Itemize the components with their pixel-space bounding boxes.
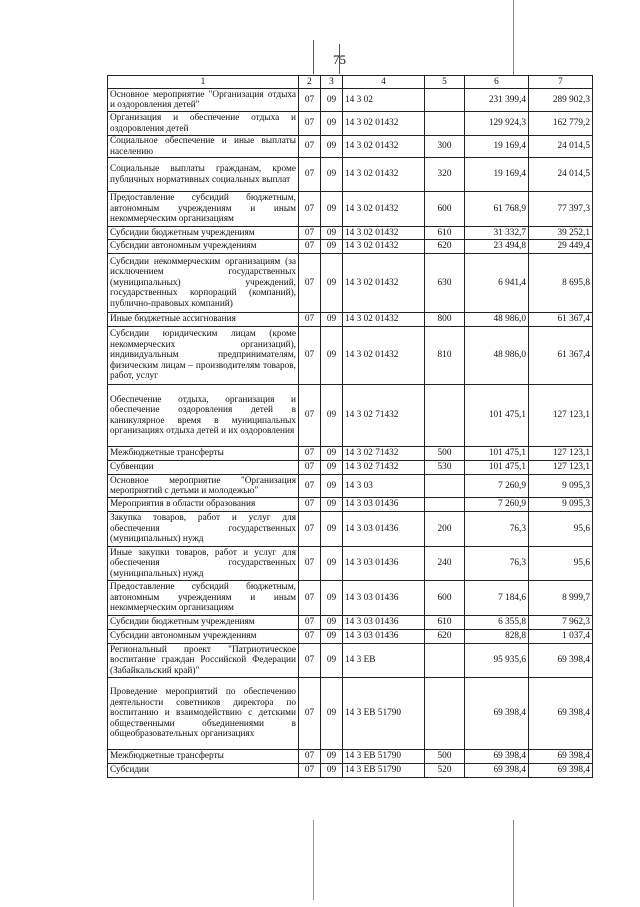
table-row bbox=[108, 498, 593, 512]
scan-artifact-line bbox=[513, 820, 514, 907]
column-header: 6 bbox=[465, 76, 529, 89]
cell-name: Проведение мероприятий по обеспечению деятельности советников директора по воспитанию и взаимодействию с детскими общественными объединениями в общеобразовательных организациях bbox=[108, 678, 299, 750]
cell-target-article: 14 3 ЕВ 51790 bbox=[343, 750, 425, 764]
cell-amount-year2: 9 095,3 bbox=[529, 498, 593, 512]
column-header: 5 bbox=[425, 76, 465, 89]
cell-amount-year1: 231 399,4 bbox=[465, 89, 529, 112]
page-number: 75 bbox=[333, 52, 346, 67]
table-row bbox=[108, 750, 593, 764]
cell-name: Субсидии автономным учреждениям bbox=[108, 630, 299, 644]
cell-subsection: 09 bbox=[321, 644, 343, 678]
table-row bbox=[108, 644, 593, 678]
scan-artifact-line bbox=[313, 820, 314, 900]
cell-expense-type: 610 bbox=[425, 227, 465, 240]
cell-expense-type: 200 bbox=[425, 512, 465, 547]
column-header: 1 bbox=[108, 76, 299, 89]
cell-amount-year1: 76,3 bbox=[465, 547, 529, 581]
cell-name: Организация и обеспечение отдыха и оздоровления детей bbox=[108, 112, 299, 136]
cell-section: 07 bbox=[299, 227, 321, 240]
cell-subsection: 09 bbox=[321, 547, 343, 581]
cell-section: 07 bbox=[299, 512, 321, 547]
cell-subsection: 09 bbox=[321, 158, 343, 192]
cell-target-article: 14 3 02 01432 bbox=[343, 136, 425, 158]
cell-target-article: 14 3 03 01436 bbox=[343, 616, 425, 630]
column-header: 7 bbox=[529, 76, 593, 89]
cell-expense-type bbox=[425, 498, 465, 512]
cell-section: 07 bbox=[299, 254, 321, 313]
cell-subsection: 09 bbox=[321, 385, 343, 447]
cell-expense-type bbox=[425, 112, 465, 136]
cell-amount-year2: 69 398,4 bbox=[529, 678, 593, 750]
table-row bbox=[108, 227, 593, 240]
cell-subsection: 09 bbox=[321, 136, 343, 158]
cell-target-article: 14 3 ЕВ 51790 bbox=[343, 764, 425, 778]
cell-expense-type: 520 bbox=[425, 764, 465, 778]
table-row bbox=[108, 158, 593, 192]
cell-subsection: 09 bbox=[321, 616, 343, 630]
cell-section: 07 bbox=[299, 112, 321, 136]
cell-section: 07 bbox=[299, 750, 321, 764]
cell-amount-year1: 101 475,1 bbox=[465, 461, 529, 475]
table-row bbox=[108, 89, 593, 112]
cell-expense-type: 600 bbox=[425, 192, 465, 227]
cell-expense-type: 610 bbox=[425, 616, 465, 630]
cell-target-article: 14 3 03 bbox=[343, 475, 425, 498]
cell-target-article: 14 3 03 01436 bbox=[343, 630, 425, 644]
table-header-row bbox=[108, 76, 593, 89]
cell-subsection: 09 bbox=[321, 461, 343, 475]
cell-amount-year2: 8 695,8 bbox=[529, 254, 593, 313]
cell-target-article: 14 3 02 01432 bbox=[343, 158, 425, 192]
cell-expense-type: 500 bbox=[425, 750, 465, 764]
cell-subsection: 09 bbox=[321, 192, 343, 227]
table-row bbox=[108, 192, 593, 227]
cell-section: 07 bbox=[299, 475, 321, 498]
cell-target-article: 14 3 02 01432 bbox=[343, 313, 425, 327]
cell-expense-type bbox=[425, 89, 465, 112]
column-header: 4 bbox=[343, 76, 425, 89]
cell-amount-year1: 31 332,7 bbox=[465, 227, 529, 240]
cell-amount-year1: 19 169,4 bbox=[465, 136, 529, 158]
table-row bbox=[108, 547, 593, 581]
cell-name: Субсидии бюджетным учреждениям bbox=[108, 227, 299, 240]
cell-amount-year2: 289 902,3 bbox=[529, 89, 593, 112]
cell-target-article: 14 3 02 01432 bbox=[343, 112, 425, 136]
cell-target-article: 14 3 03 01436 bbox=[343, 512, 425, 547]
cell-section: 07 bbox=[299, 192, 321, 227]
cell-name: Основное мероприятие "Организация отдыха и оздоровления детей" bbox=[108, 89, 299, 112]
cell-target-article: 14 3 02 01432 bbox=[343, 327, 425, 385]
cell-section: 07 bbox=[299, 313, 321, 327]
cell-expense-type: 800 bbox=[425, 313, 465, 327]
cell-section: 07 bbox=[299, 581, 321, 616]
cell-amount-year2: 95,6 bbox=[529, 547, 593, 581]
cell-amount-year2: 127 123,1 bbox=[529, 385, 593, 447]
scan-artifact-line bbox=[513, 0, 514, 75]
cell-amount-year1: 6 941,4 bbox=[465, 254, 529, 313]
table-row bbox=[108, 240, 593, 254]
cell-name: Иные бюджетные ассигнования bbox=[108, 313, 299, 327]
cell-subsection: 09 bbox=[321, 630, 343, 644]
cell-section: 07 bbox=[299, 158, 321, 192]
table-row bbox=[108, 475, 593, 498]
cell-target-article: 14 3 02 bbox=[343, 89, 425, 112]
cell-name: Предоставление субсидий бюджетным, автономным учреждениям и иным некоммерческим организациям bbox=[108, 192, 299, 227]
cell-amount-year1: 129 924,3 bbox=[465, 112, 529, 136]
cell-amount-year2: 8 999,7 bbox=[529, 581, 593, 616]
table-row bbox=[108, 764, 593, 778]
cell-target-article: 14 3 03 01436 bbox=[343, 547, 425, 581]
cell-expense-type: 240 bbox=[425, 547, 465, 581]
cell-name: Социальные выплаты гражданам, кроме публичных нормативных социальных выплат bbox=[108, 158, 299, 192]
cell-name: Межбюджетные трансферты bbox=[108, 750, 299, 764]
cell-section: 07 bbox=[299, 764, 321, 778]
cell-expense-type bbox=[425, 644, 465, 678]
cell-amount-year1: 69 398,4 bbox=[465, 750, 529, 764]
cell-amount-year2: 127 123,1 bbox=[529, 461, 593, 475]
cell-amount-year1: 69 398,4 bbox=[465, 678, 529, 750]
cell-expense-type: 620 bbox=[425, 240, 465, 254]
cell-name: Основное мероприятие "Организация мероприятий с детьми и молодежью" bbox=[108, 475, 299, 498]
cell-section: 07 bbox=[299, 136, 321, 158]
cell-section: 07 bbox=[299, 461, 321, 475]
cell-section: 07 bbox=[299, 678, 321, 750]
cell-amount-year2: 95,6 bbox=[529, 512, 593, 547]
cell-amount-year2: 24 014,5 bbox=[529, 158, 593, 192]
cell-name: Субсидии некоммерческим организациям (за исключением государственных (муниципальных) учреждений, государственных корпораций (компаний), публично-правовых компаний) bbox=[108, 254, 299, 313]
cell-expense-type: 500 bbox=[425, 447, 465, 461]
cell-section: 07 bbox=[299, 616, 321, 630]
cell-expense-type bbox=[425, 475, 465, 498]
cell-target-article: 14 3 02 01432 bbox=[343, 192, 425, 227]
table-row bbox=[108, 327, 593, 385]
cell-target-article: 14 3 02 01432 bbox=[343, 240, 425, 254]
cell-subsection: 09 bbox=[321, 475, 343, 498]
cell-name: Мероприятия в области образования bbox=[108, 498, 299, 512]
cell-amount-year2: 127 123,1 bbox=[529, 447, 593, 461]
cell-subsection: 09 bbox=[321, 764, 343, 778]
cell-subsection: 09 bbox=[321, 327, 343, 385]
cell-amount-year1: 7 260,9 bbox=[465, 498, 529, 512]
cell-name: Иные закупки товаров, работ и услуг для обеспечения государственных (муниципальных) нужд bbox=[108, 547, 299, 581]
cell-amount-year1: 101 475,1 bbox=[465, 385, 529, 447]
cell-subsection: 09 bbox=[321, 227, 343, 240]
cell-amount-year1: 6 355,8 bbox=[465, 616, 529, 630]
column-header: 2 bbox=[299, 76, 321, 89]
table-row bbox=[108, 616, 593, 630]
cell-amount-year1: 7 260,9 bbox=[465, 475, 529, 498]
cell-expense-type: 600 bbox=[425, 581, 465, 616]
table-row bbox=[108, 385, 593, 447]
table-row bbox=[108, 581, 593, 616]
cell-amount-year1: 7 184,6 bbox=[465, 581, 529, 616]
table-row bbox=[108, 678, 593, 750]
cell-subsection: 09 bbox=[321, 512, 343, 547]
table-row bbox=[108, 112, 593, 136]
cell-section: 07 bbox=[299, 327, 321, 385]
cell-target-article: 14 3 ЕВ 51790 bbox=[343, 678, 425, 750]
cell-amount-year2: 77 397,3 bbox=[529, 192, 593, 227]
cell-target-article: 14 3 03 01436 bbox=[343, 581, 425, 616]
table-row bbox=[108, 512, 593, 547]
cell-subsection: 09 bbox=[321, 313, 343, 327]
cell-name: Обеспечение отдыха, организация и обеспечение оздоровления детей в каникулярное время в муниципальных организациях отдыха детей и их оздоровления bbox=[108, 385, 299, 447]
cell-name: Социальное обеспечение и иные выплаты населению bbox=[108, 136, 299, 158]
cell-amount-year1: 23 494,8 bbox=[465, 240, 529, 254]
cell-expense-type: 530 bbox=[425, 461, 465, 475]
cell-amount-year2: 162 779,2 bbox=[529, 112, 593, 136]
cell-subsection: 09 bbox=[321, 89, 343, 112]
table-row bbox=[108, 461, 593, 475]
cell-amount-year2: 69 398,4 bbox=[529, 644, 593, 678]
cell-section: 07 bbox=[299, 630, 321, 644]
cell-amount-year2: 69 398,4 bbox=[529, 764, 593, 778]
cell-amount-year1: 48 986,0 bbox=[465, 327, 529, 385]
table-row bbox=[108, 136, 593, 158]
cell-amount-year2: 61 367,4 bbox=[529, 327, 593, 385]
budget-table bbox=[107, 75, 593, 778]
cell-name: Субсидии юридическим лицам (кроме некоммерческих организаций), индивидуальным предпринимателям, физическим лицам – производителям товаров, работ, услуг bbox=[108, 327, 299, 385]
cell-section: 07 bbox=[299, 644, 321, 678]
cell-target-article: 14 3 02 71432 bbox=[343, 461, 425, 475]
scan-artifact-line bbox=[313, 40, 314, 74]
cell-section: 07 bbox=[299, 447, 321, 461]
cell-name: Предоставление субсидий бюджетным, автономным учреждениям и иным некоммерческим организациям bbox=[108, 581, 299, 616]
cell-amount-year1: 61 768,9 bbox=[465, 192, 529, 227]
cell-expense-type: 320 bbox=[425, 158, 465, 192]
cell-expense-type: 300 bbox=[425, 136, 465, 158]
cell-amount-year2: 7 962,3 bbox=[529, 616, 593, 630]
cell-amount-year2: 9 095,3 bbox=[529, 475, 593, 498]
cell-expense-type: 630 bbox=[425, 254, 465, 313]
cell-section: 07 bbox=[299, 547, 321, 581]
cell-expense-type: 810 bbox=[425, 327, 465, 385]
cell-amount-year1: 48 986,0 bbox=[465, 313, 529, 327]
cell-name: Субсидии bbox=[108, 764, 299, 778]
cell-amount-year2: 1 037,4 bbox=[529, 630, 593, 644]
cell-section: 07 bbox=[299, 240, 321, 254]
cell-name: Субвенции bbox=[108, 461, 299, 475]
cell-amount-year2: 24 014,5 bbox=[529, 136, 593, 158]
cell-name: Региональный проект "Патриотическое воспитание граждан Российской Федерации (Забайкальский край)" bbox=[108, 644, 299, 678]
cell-name: Закупка товаров, работ и услуг для обеспечения государственных (муниципальных) нужд bbox=[108, 512, 299, 547]
cell-amount-year1: 828,8 bbox=[465, 630, 529, 644]
cell-section: 07 bbox=[299, 89, 321, 112]
cell-subsection: 09 bbox=[321, 678, 343, 750]
cell-target-article: 14 3 ЕВ bbox=[343, 644, 425, 678]
cell-expense-type bbox=[425, 385, 465, 447]
table-row bbox=[108, 447, 593, 461]
table-row bbox=[108, 630, 593, 644]
cell-expense-type: 620 bbox=[425, 630, 465, 644]
cell-name: Субсидии автономным учреждениям bbox=[108, 240, 299, 254]
cell-amount-year2: 39 252,1 bbox=[529, 227, 593, 240]
cell-amount-year1: 95 935,6 bbox=[465, 644, 529, 678]
cell-section: 07 bbox=[299, 498, 321, 512]
cell-section: 07 bbox=[299, 385, 321, 447]
cell-amount-year1: 19 169,4 bbox=[465, 158, 529, 192]
cell-target-article: 14 3 02 71432 bbox=[343, 447, 425, 461]
cell-amount-year1: 101 475,1 bbox=[465, 447, 529, 461]
column-header: 3 bbox=[321, 76, 343, 89]
table-row bbox=[108, 254, 593, 313]
cell-target-article: 14 3 02 01432 bbox=[343, 254, 425, 313]
cell-subsection: 09 bbox=[321, 240, 343, 254]
cell-amount-year1: 69 398,4 bbox=[465, 764, 529, 778]
cell-subsection: 09 bbox=[321, 254, 343, 313]
cell-name: Субсидии бюджетным учреждениям bbox=[108, 616, 299, 630]
cell-subsection: 09 bbox=[321, 498, 343, 512]
cell-amount-year1: 76,3 bbox=[465, 512, 529, 547]
cell-subsection: 09 bbox=[321, 750, 343, 764]
table-row bbox=[108, 313, 593, 327]
cell-amount-year2: 61 367,4 bbox=[529, 313, 593, 327]
cell-target-article: 14 3 02 71432 bbox=[343, 385, 425, 447]
cell-subsection: 09 bbox=[321, 112, 343, 136]
cell-amount-year2: 29 449,4 bbox=[529, 240, 593, 254]
cell-amount-year2: 69 398,4 bbox=[529, 750, 593, 764]
cell-expense-type bbox=[425, 678, 465, 750]
cell-target-article: 14 3 02 01432 bbox=[343, 227, 425, 240]
cell-target-article: 14 3 03 01436 bbox=[343, 498, 425, 512]
cell-name: Межбюджетные трансферты bbox=[108, 447, 299, 461]
cell-subsection: 09 bbox=[321, 447, 343, 461]
cell-subsection: 09 bbox=[321, 581, 343, 616]
